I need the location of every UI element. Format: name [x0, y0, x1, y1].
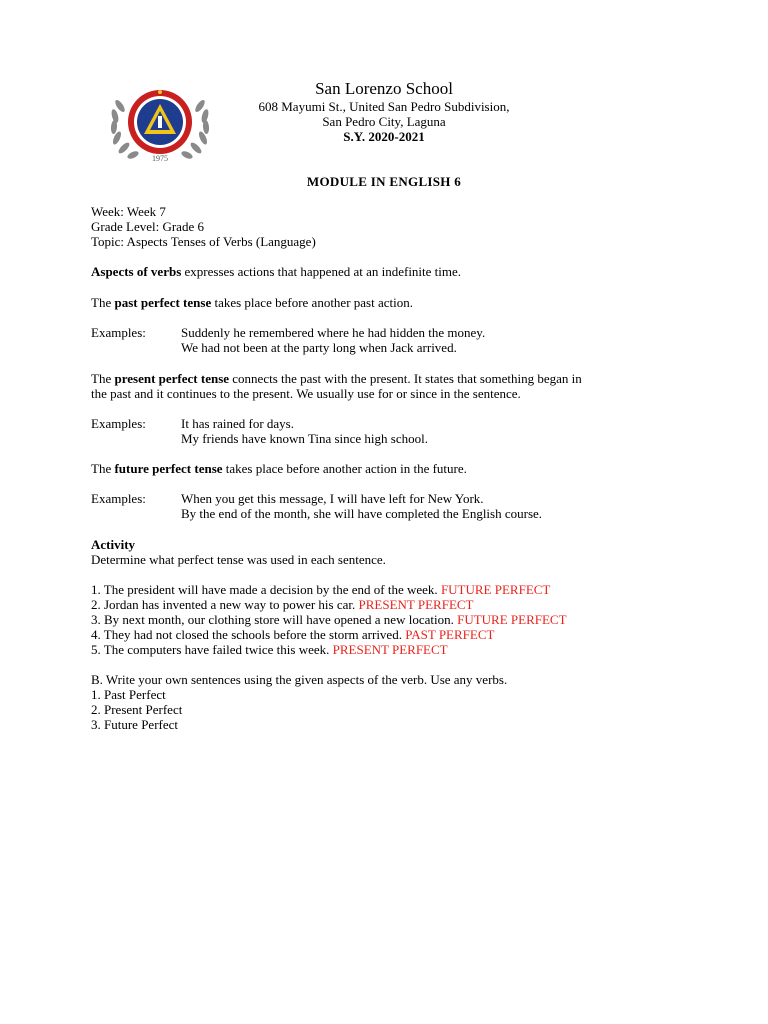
present-term: present perfect tense: [114, 371, 230, 386]
example-sentence: When you get this message, I will have left for New York.: [181, 491, 484, 506]
meta-grade: Grade Level: Grade 6: [91, 219, 204, 234]
module-meta: [91, 204, 681, 249]
example-sentence: It has rained for days.: [181, 416, 294, 431]
activity-answer: PRESENT PERFECT: [332, 642, 448, 657]
part-b-instruction: B. Write your own sentences using the given aspects of the verb. Use any verbs.: [91, 672, 508, 687]
meta-week: Week: Week 7: [91, 204, 166, 219]
part-b-item: 1. Past Perfect: [91, 687, 166, 702]
intro-paragraph: [91, 264, 681, 279]
example-sentence: By the end of the month, she will have completed the English course.: [181, 506, 543, 521]
future-text: takes place before another action in the future.: [222, 461, 467, 476]
past-term: past perfect tense: [114, 295, 212, 310]
intro-term: Aspects of verbs: [91, 264, 182, 279]
school-name: San Lorenzo School: [315, 79, 453, 98]
activity-item-text: 1. The president will have made a decision by the end of the week.: [91, 582, 441, 597]
present-perfect-examples: [91, 416, 681, 446]
activity-answer: PRESENT PERFECT: [358, 597, 474, 612]
present-text-line2: the past and it continues to the present. We usually use for or since in the sentence.: [91, 386, 521, 401]
meta-topic: Topic: Aspects Tenses of Verbs (Language): [91, 234, 316, 249]
address-line-2: San Pedro City, Laguna: [322, 114, 446, 129]
past-perfect-examples: [91, 325, 681, 355]
intro-text: expresses actions that happened at an indefinite time.: [181, 264, 462, 279]
future-perfect-examples: [91, 491, 681, 521]
logo-year: 1975: [152, 154, 168, 163]
example-sentence: My friends have known Tina since high school.: [181, 431, 428, 446]
activity-instruction: Determine what perfect tense was used in each sentence.: [91, 552, 386, 567]
future-pre: The: [91, 461, 115, 476]
activity-item-text: 2. Jordan has invented a new way to power his car.: [91, 597, 359, 612]
examples-label: Examples:: [91, 491, 146, 506]
activity-item: [91, 597, 681, 612]
present-pre: The: [91, 371, 115, 386]
activity-answer: FUTURE PERFECT: [440, 582, 551, 597]
activity-items: [91, 582, 681, 657]
activity-item: [91, 612, 681, 627]
past-text: takes place before another past action.: [211, 295, 413, 310]
examples-label: Examples:: [91, 325, 146, 340]
example-sentence: Suddenly he remembered where he had hidden the money.: [181, 325, 486, 340]
activity-item: [91, 642, 681, 657]
activity-item-text: 4. They had not closed the schools before the storm arrived.: [91, 627, 406, 642]
activity-item: [91, 582, 681, 597]
activity-item: [91, 627, 681, 642]
activity-title: Activity: [91, 537, 136, 552]
address-line-1: 608 Mayumi St., United San Pedro Subdivision,: [258, 99, 510, 114]
future-term: future perfect tense: [114, 461, 223, 476]
activity-section: [91, 537, 681, 567]
part-b-item: 2. Present Perfect: [91, 702, 183, 717]
past-pre: The: [91, 295, 115, 310]
future-perfect-definition: [91, 461, 681, 476]
present-perfect-definition: [91, 371, 681, 401]
school-year: S.Y. 2020-2021: [343, 129, 425, 144]
part-b-section: [91, 672, 681, 732]
present-text: connects the past with the present. It states that something began in: [229, 371, 582, 386]
past-perfect-definition: [91, 295, 681, 310]
examples-label: Examples:: [91, 416, 146, 431]
activity-item-text: 5. The computers have failed twice this week.: [91, 642, 333, 657]
activity-item-text: 3. By next month, our clothing store will have opened a new location.: [91, 612, 458, 627]
module-title: MODULE IN ENGLISH 6: [306, 174, 462, 189]
activity-answer: PAST PERFECT: [405, 627, 495, 642]
part-b-item: 3. Future Perfect: [91, 717, 179, 732]
activity-answer: FUTURE PERFECT: [457, 612, 567, 627]
example-sentence: We had not been at the party long when Jack arrived.: [181, 340, 457, 355]
